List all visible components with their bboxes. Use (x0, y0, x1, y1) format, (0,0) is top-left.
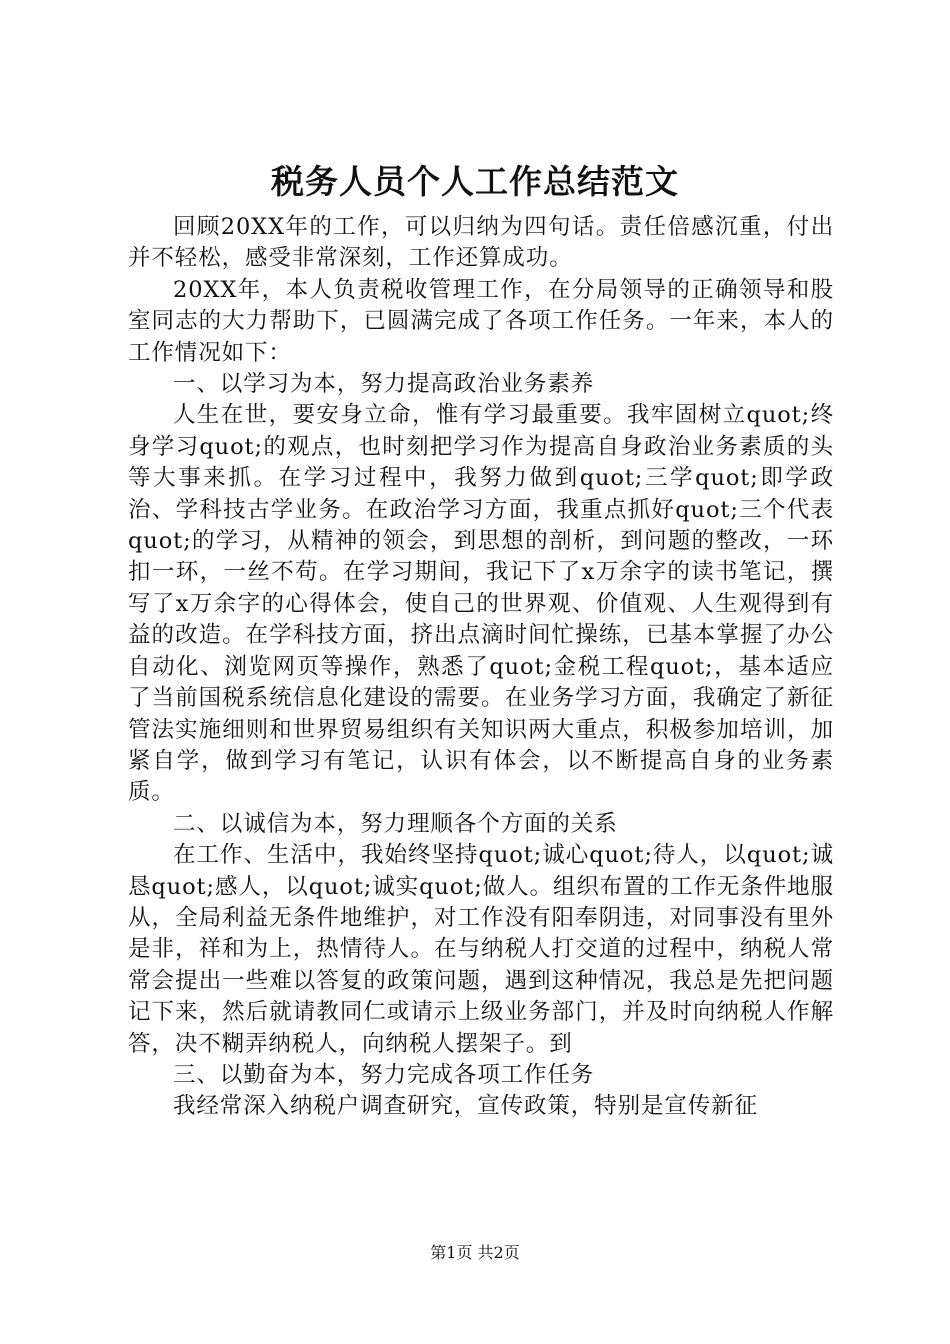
document-body (128, 212, 834, 1123)
paragraph-overview: 20XX年，本人负责税收管理工作，在分局领导的正确领导和股室同志的大力帮助下，已圆满完成了各项工作任务。一年来，本人的工作情况如下： (128, 276, 834, 366)
paragraph-intro: 回顾20XX年的工作，可以归纳为四句话。责任倍感沉重，付出并不轻松，感受非常深刻，工作还算成功。 (128, 214, 834, 272)
page-number-footer: 第1页 共2页 (430, 1243, 520, 1262)
section-heading-1: 一、以学习为本，努力提高政治业务素养 (173, 371, 595, 398)
section-heading-3: 三、以勤奋为本，努力完成各项工作任务 (173, 1061, 595, 1088)
paragraph-section-3: 我经常深入纳税户调查研究，宣传政策，特别是宣传新征 (173, 1093, 759, 1120)
paragraph-section-1: 人生在世，要安身立命，惟有学习最重要。我牢固树立quot;终身学习quot;的观点，也时刻把学习作为提高自身政治业务素质的头等大事来抓。在学习过程中，我努力做到quot;三学quot;即学政治、学科技古学业务。在政治学习方面，我重点抓好quot;三个代表quot;的学习，从精神的领会，到思想的剖析，到问题的整改，一环扣一环，一丝不苟。在学习期间，我记下了x万余字的读书笔记，撰写了x万余字的心得体会，使自己的世界观、价值观、人生观得到有益的改造。在学科技方面，挤出点滴时间忙操练，已基本掌握了办公自动化、浏览网页等操作，熟悉了quot;金税工程quot;，基本适应了当前国税系统信息化建设的需要。在业务学习方面，我确定了新征管法实施细则和世界贸易组织有关知识两大重点，积极参加培训，加紧自学，做到学习有笔记，认识有体会，以不断提高自身的业务素质。 (128, 402, 834, 806)
document-title: 税务人员个人工作总结范文 (271, 162, 679, 201)
section-heading-2: 二、以诚信为本，努力理顺各个方面的关系 (173, 810, 618, 837)
paragraph-section-2: 在工作、生活中，我始终坚持quot;诚心quot;待人，以quot;诚恳quot;感人，以quot;诚实quot;做人。组织布置的工作无条件地服从，全局利益无条件地维护，对工作没有阳奉阴违，对同事没有里外是非，祥和为上，热情待人。在与纳税人打交道的过程中，纳税人常常会提出一些难以答复的政策问题，遇到这种情况，我总是先把问题记下来，然后就请教同仁或请示上级业务部门，并及时向纳税人作解答，决不糊弄纳税人，向纳税人摆架子。到 (128, 842, 834, 1057)
